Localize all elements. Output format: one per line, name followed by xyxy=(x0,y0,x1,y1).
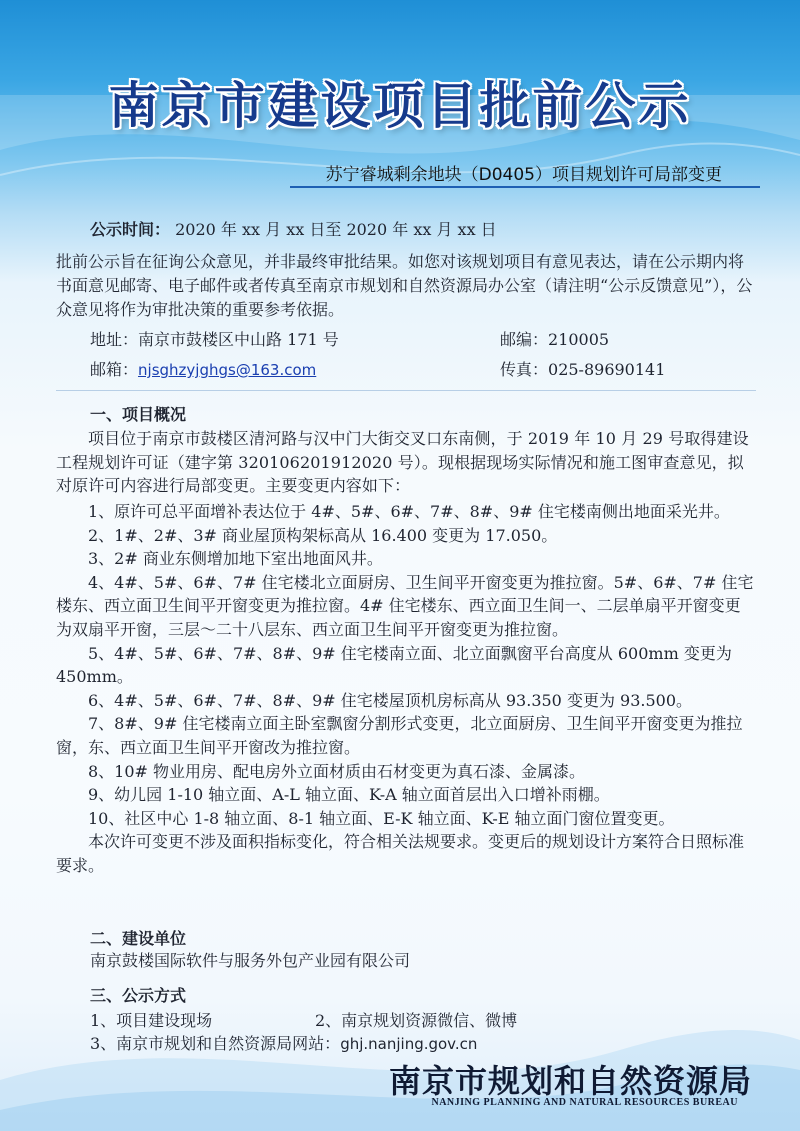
section-heading-overview: 一、项目概况 xyxy=(90,405,187,424)
footer-org-name-en: NANJING PLANNING AND NATURAL RESOURCES BUREAU xyxy=(431,1097,738,1108)
subtitle-block xyxy=(290,150,760,196)
website-label: 3、南京市规划和自然资源局网站： xyxy=(90,1034,341,1053)
builder-company: 南京鼓楼国际软件与服务外包产业园有限公司 xyxy=(90,951,411,970)
section-divider xyxy=(56,390,756,391)
email-row xyxy=(90,359,316,381)
list-item: 3、2# 商业东侧增加地下室出地面风井。 xyxy=(88,549,383,569)
fax-row xyxy=(500,359,665,381)
list-item: 6、4#、5#、6#、7#、8#、9# 住宅楼屋顶机房标高从 93.350 变更为 93.500。 xyxy=(88,690,693,710)
list-item: 8、10# 物业用房、配电房外立面材质由石材变更为真石漆、金属漆。 xyxy=(88,761,586,781)
page-title: 南京市建设项目批前公示 xyxy=(108,77,692,135)
website-url[interactable]: ghj.nanjing.gov.cn xyxy=(340,1035,478,1053)
section-heading-builder: 二、建设单位 xyxy=(90,929,187,948)
list-item: 2、1#、2#、3# 商业屋顶构架标高从 16.400 变更为 17.050。 xyxy=(88,525,558,545)
fax-value: 025-89690141 xyxy=(548,360,666,379)
overview-intro: 项目位于南京市鼓楼区清河路与汉中门大街交叉口东南侧，于 2019 年 10 月 29 号取得建设工程规划许可证（建字第 320106201912020 号）。现根据现场实际情况和施工图审查意见，拟对原许可内容进行局部变更。主要变更内容如下： xyxy=(56,429,749,495)
postcode-row xyxy=(500,329,609,351)
notice-time-label: 公示时间： xyxy=(90,220,171,239)
notice-time-row xyxy=(90,219,497,241)
postcode-label: 邮编： xyxy=(500,330,549,349)
footer-org-name: 南京市规划和自然资源局 xyxy=(388,1062,752,1100)
postcode-value: 210005 xyxy=(548,330,610,349)
address-label: 地址： xyxy=(90,330,139,349)
section-heading-publicity: 三、公示方式 xyxy=(90,986,187,1005)
list-item: 本次许可变更不涉及面积指标变化，符合相关法规要求。变更后的规划设计方案符合日照标准要求。 xyxy=(56,832,745,875)
list-item: 10、社区中心 1-8 轴立面、8-1 轴立面、E-K 轴立面、K-E 轴立面门窗位置变更。 xyxy=(88,808,675,828)
address-row xyxy=(90,329,339,351)
list-item: 7、8#、9# 住宅楼南立面主卧室飘窗分割形式变更，北立面厨房、卫生间平开窗变更为推拉窗，东、西立面卫生间平开窗改为推拉窗。 xyxy=(56,714,743,757)
publicity-item-2: 2、南京规划资源微信、微博 xyxy=(315,1011,518,1030)
publicity-item-1: 1、项目建设现场 xyxy=(90,1011,213,1030)
list-item: 5、4#、5#、6#、7#、8#、9# 住宅楼南立面、北立面飘窗平台高度从 600mm 变更为 450mm。 xyxy=(56,643,732,687)
publicity-item-3 xyxy=(90,1033,477,1055)
list-item: 9、幼儿园 1-10 轴立面、A-L 轴立面、K-A 轴立面首层出入口增补雨棚。 xyxy=(88,785,610,805)
fax-label: 传真： xyxy=(500,360,549,379)
list-item: 4、4#、5#、6#、7# 住宅楼北立面厨房、卫生间平开窗变更为推拉窗。5#、6#、7# 住宅楼东、西立面卫生间平开窗变更为推拉窗。4# 住宅楼东、西立面卫生间一、二层单扇平开窗变更为双扇平开窗，三层～二十八层东、西立面卫生间平开窗变更为推拉窗。 xyxy=(56,572,754,639)
list-item: 1、原许可总平面增补表达位于 4#、5#、6#、7#、8#、9# 住宅楼南侧出地面采光井。 xyxy=(88,502,730,521)
address-value: 南京市鼓楼区中山路 171 号 xyxy=(138,330,339,349)
notice-time-value: 2020 年 xx 月 xx 日至 2020 年 xx 月 xx 日 xyxy=(175,220,497,239)
project-subtitle: 苏宁睿城剩余地块（D0405）项目规划许可局部变更 xyxy=(325,165,722,185)
change-list xyxy=(56,500,756,878)
email-link[interactable]: njsghzyjghgs@163.com xyxy=(138,361,317,379)
notice-intro: 批前公示旨在征询公众意见，并非最终审批结果。如您对该规划项目有意见表达，请在公示期内将书面意见邮寄、电子邮件或者传真至南京市规划和自然资源局办公室（请注明“公示反馈意见”），公众意见将作为审批决策的重要参考依据。 xyxy=(56,252,753,319)
subtitle-divider xyxy=(290,186,760,188)
email-label: 邮箱： xyxy=(90,360,139,379)
